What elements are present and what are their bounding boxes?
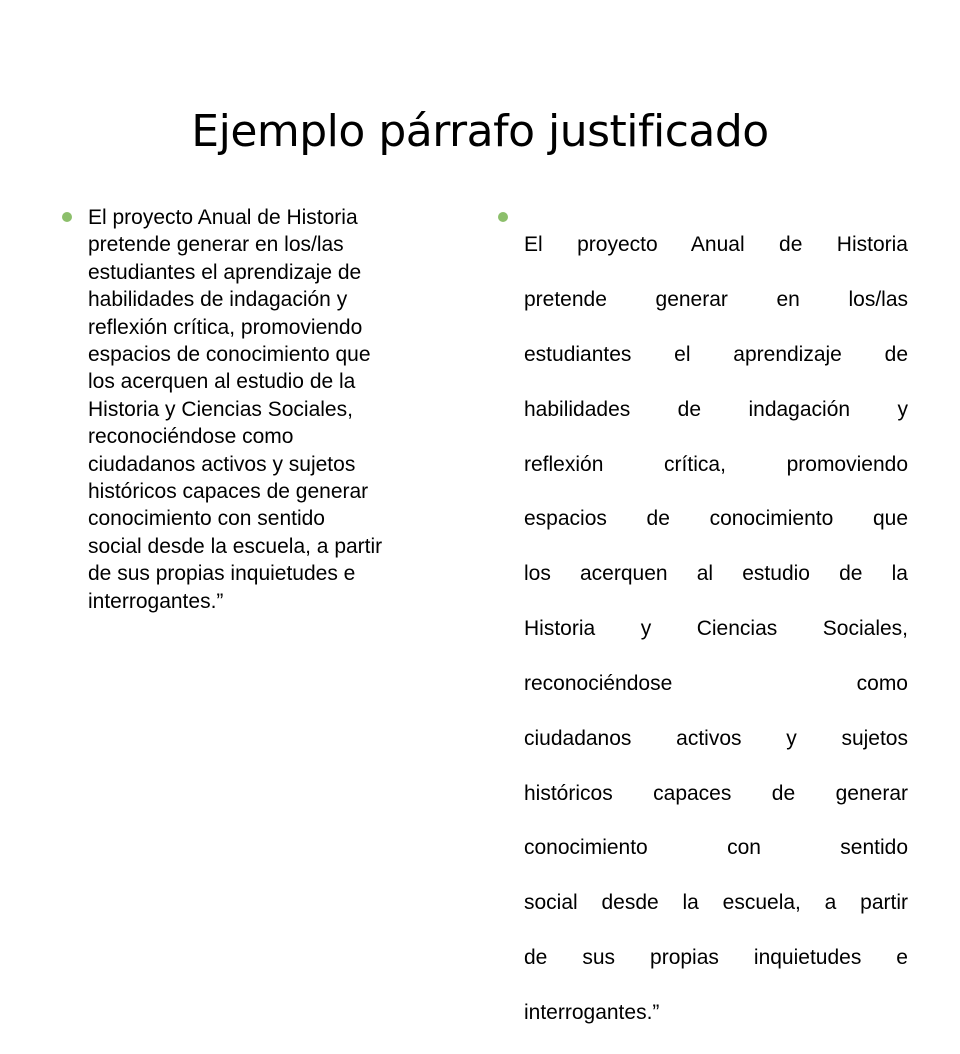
paragraph-line: interrogantes.”	[524, 1000, 660, 1024]
paragraph-line: estudiantes el aprendizaje de	[524, 343, 908, 367]
paragraph-line: reconociéndose como	[524, 671, 908, 695]
paragraph-line: habilidades de indagación y	[524, 397, 908, 421]
paragraph-line: Historia y Ciencias Sociales,	[524, 617, 908, 641]
paragraph-line: ciudadanos activos y sujetos	[524, 726, 908, 750]
paragraph-line: social desde la escuela, a partir	[524, 891, 908, 915]
left-paragraph: El proyecto Anual de Historia pretende generar en los/las estudiantes el aprendizaje de habilidades de indagación y reflexión crítica, promoviendo espacios de conocimiento que los acerquen al estudio de la Historia y Ciencias Sociales, reconociéndose como ciudadanos activos y sujetos históricos capaces de generar conocimiento con sentido social desde la escuela, a partir de sus propias inquietudes e interrogantes.”	[88, 206, 383, 613]
paragraph-line: de sus propias inquietudes e	[524, 945, 908, 969]
paragraph-line: El proyecto Anual de Historia	[524, 233, 908, 257]
slide-title: Ejemplo párrafo justificado	[191, 106, 769, 157]
paragraph-line: conocimiento con sentido	[524, 836, 908, 860]
left-column	[62, 204, 442, 644]
paragraph-line: históricos capaces de generar	[524, 781, 908, 805]
bullet-icon	[62, 212, 72, 222]
paragraph-line: pretende generar en los/las	[524, 288, 908, 312]
paragraph-line: los acerquen al estudio de la	[524, 562, 908, 586]
paragraph-line: reflexión crítica, promoviendo	[524, 452, 908, 476]
right-paragraph	[524, 204, 908, 1054]
right-column	[498, 204, 908, 1024]
paragraph-line: espacios de conocimiento que	[524, 507, 908, 531]
bullet-icon	[498, 212, 508, 222]
